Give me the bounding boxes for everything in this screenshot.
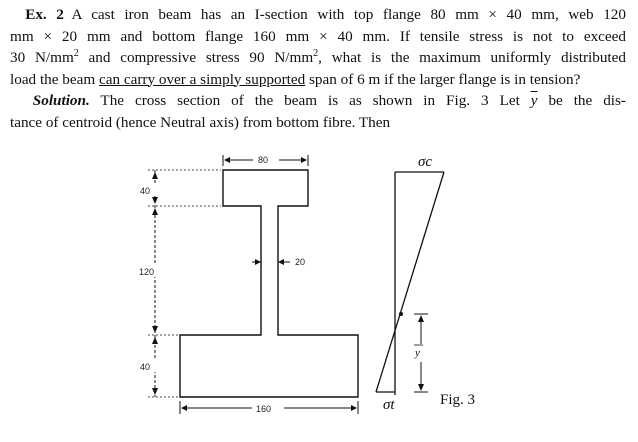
solution-line-2: tance of centroid (hence Neutral axis) from bottom fibre. Then bbox=[10, 113, 391, 131]
sigma-t-label: σt bbox=[383, 397, 395, 413]
stress-diagram bbox=[376, 154, 444, 413]
example-text-4a: load the beam bbox=[10, 70, 99, 88]
example-text-1: A cast iron beam has an I-section with top flange 80 mm × 40 mm, web 120 bbox=[71, 6, 626, 23]
top-width-dimension bbox=[223, 155, 308, 166]
example-line-2: mm × 20 mm and bottom flange 160 mm × 40 mm. If tensile stress is not to exceed bbox=[10, 27, 626, 45]
dim-bottom-flange-label: 40 bbox=[140, 362, 151, 372]
dim-web-width-label: 20 bbox=[295, 257, 306, 267]
example-label: Ex. 2 bbox=[25, 6, 64, 23]
superscript: 2 bbox=[313, 47, 319, 59]
underlined-phrase: can carry over a simply supported bbox=[98, 70, 306, 88]
solution-text-2: be the dis- bbox=[537, 92, 626, 109]
dim-bottom-label: 160 bbox=[256, 404, 272, 414]
solution-label: Solution. bbox=[32, 92, 90, 109]
solution-text-1: The cross section of the beam is as shown in Fig. 3 Let bbox=[89, 92, 531, 109]
example-text-3: , what is the maximum uniformly distributed bbox=[318, 49, 626, 66]
superscript: 2 bbox=[73, 47, 79, 59]
example-text-4b: span of 6 m if the larger flange is in tension? bbox=[305, 70, 581, 88]
figure-caption: Fig. 3 bbox=[440, 392, 476, 408]
tensile-limit: 30 N/mm bbox=[10, 49, 74, 66]
sigma-c-label: σc bbox=[418, 154, 433, 170]
ybar-symbol: $\overline{y}$ bbox=[530, 92, 538, 109]
i-section-outline bbox=[180, 170, 358, 397]
neutral-axis-point bbox=[399, 312, 403, 316]
ybar-label: y bbox=[415, 347, 420, 359]
dim-top-flange-label: 40 bbox=[140, 186, 151, 196]
ybar-dimension bbox=[414, 314, 428, 392]
dim-top-label: 80 bbox=[258, 155, 269, 165]
bottom-width-dimension bbox=[180, 401, 358, 414]
compressive-limit: and compressive stress 90 N/mm bbox=[78, 49, 314, 66]
left-height-dimensions bbox=[137, 170, 221, 397]
dim-web-height-label: 120 bbox=[139, 267, 155, 277]
